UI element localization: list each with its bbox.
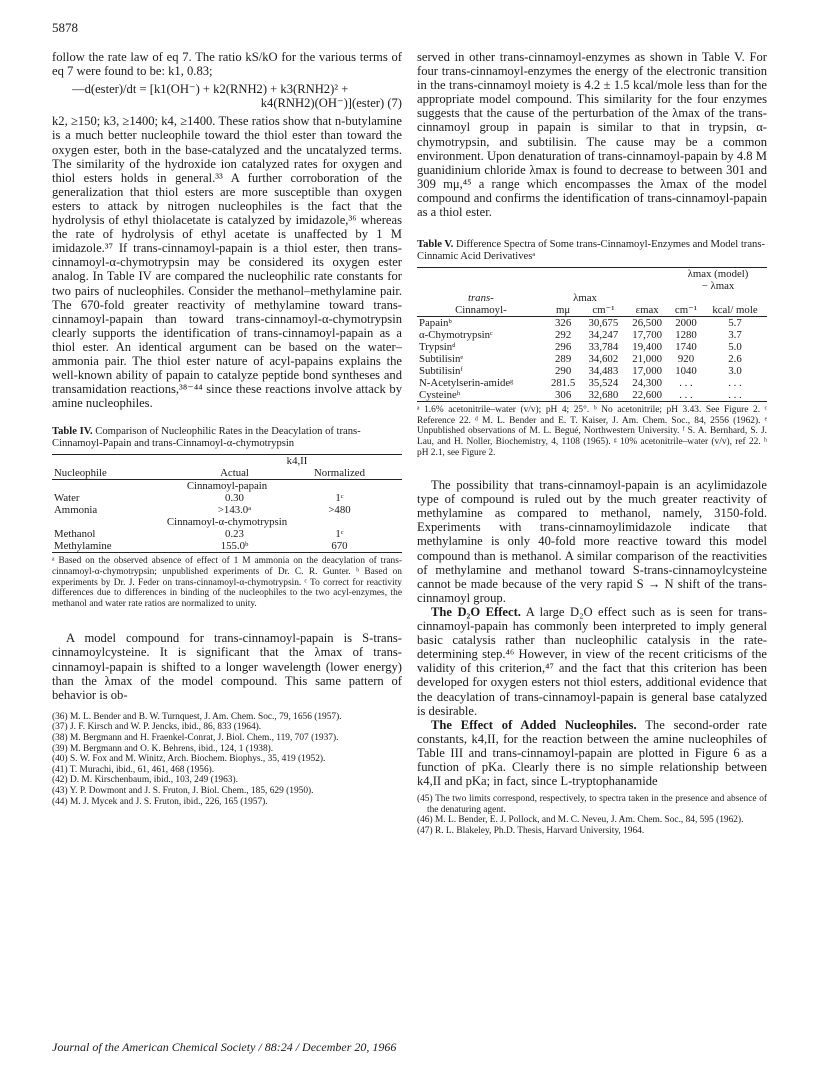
table-row: [52, 528, 402, 540]
reference: (41) T. Murachi, ibid., 61, 461, 468 (1956).: [52, 764, 215, 775]
table-cell: Subtilisinᵉ: [419, 353, 464, 366]
right-column: [417, 50, 767, 837]
table-cell: 3.0: [728, 365, 742, 378]
table-row: [417, 389, 767, 402]
reference: (38) M. Bergmann and H. Fraenkel-Conrat, J. Biol. Chem., 119, 707 (1937).: [52, 732, 339, 743]
reference: (47) R. L. Blakeley, Ph.D. Thesis, Harvard University, 1964.: [417, 825, 645, 836]
table-iv-footnote: ᵃ Based on the observed absence of effect of 1 M ammonia on the deacylation of trans-cinnamoyl-α-chymotrypsin; unpublished experiments of Dr. C. R. Gunter. ᵇ Based on experiments by Dr. J. Feder on trans-cinnamoyl-α-chymotrypsin. ᶜ To correct for reactivity differences due to differences in binding of the nucleophiles to the two acyl-enzymes, the methanol and water rate ratios are normalized to unity.: [52, 556, 402, 609]
table-v-label: Table V.: [417, 239, 454, 251]
reference: (43) Y. P. Dowmont and J. S. Fruton, J. Biol. Chem., 185, 629 (1950).: [52, 785, 314, 796]
reference: (42) D. M. Kirschenbaum, ibid., 103, 249 (1963).: [52, 775, 238, 786]
table-row: [417, 365, 767, 377]
table-cell: 2.6: [728, 353, 742, 366]
table-v-title: Difference Spectra of Some trans-Cinnamoyl-Enzymes and Model trans-Cinnamic Acid Derivativesᵃ: [417, 239, 765, 263]
table-iv-group: Cinnamoyl-α-chymotrypsin: [166, 516, 288, 529]
section-text: The second-order rate constants, k4,II, for the reaction between the amine nucleophiles of Table III and trans-cinnamoyl-papain are plotted in Figure 6 as a function of pKa. Clearly there is no simple relationship between k4,II and pKa; in fact, since L-tryptophanamide: [417, 717, 768, 789]
table-cell: Cysteineʰ: [419, 389, 461, 402]
table-cell: Papainᵇ: [419, 317, 452, 330]
table-iv-group: Cinnamoyl-papain: [186, 480, 268, 493]
table-cell: 24,300: [632, 377, 662, 390]
table-cell: 34,602: [588, 353, 619, 366]
table-iv-span-header: k4,II: [286, 455, 308, 468]
left-column: [52, 50, 402, 807]
table-cell: 155.0ᵇ: [220, 540, 249, 553]
table-cell: 33,784: [588, 341, 619, 354]
table-cell: 34,247: [588, 329, 619, 342]
table-v-caption: [417, 239, 767, 263]
page-number: 5878: [52, 20, 78, 35]
table-cell: 292: [555, 329, 572, 342]
table-row: [52, 492, 402, 504]
section-heading-d2o: The D₂O Effect.: [431, 604, 521, 619]
table-cell: 281.5: [550, 377, 576, 390]
table-cell: Water: [54, 492, 80, 505]
table-cell: 670: [331, 540, 348, 553]
reference: (39) M. Bergmann and O. K. Behrens, ibid., 124, 1 (1938).: [52, 743, 274, 754]
table-cell: 1280: [675, 329, 697, 342]
table-iv-header: Nucleophile: [54, 467, 107, 480]
table-cell: . . .: [679, 377, 693, 390]
table-cell: 1ᶜ: [335, 528, 344, 541]
table-row: [417, 353, 767, 365]
table-cell: 32,680: [588, 389, 619, 402]
table-iv-header: Actual: [220, 467, 249, 480]
reference: (45) The two limits correspond, respectively, to spectra taken in the presence and absence of the denaturing agent.: [417, 794, 767, 815]
table-v-header: εmax: [635, 304, 659, 317]
table-iv-title: Comparison of Nucleophilic Rates in the Deacylation of trans-Cinnamoyl-Papain and trans-Cinnamoyl-α-chymotrypsin: [52, 426, 361, 450]
table-cell: . . .: [728, 389, 742, 402]
table-v-header: λmax: [573, 292, 597, 305]
table-v-header: kcal/ mole: [712, 304, 758, 317]
table-cell: 920: [677, 353, 695, 366]
table-cell: 1ᶜ: [335, 492, 344, 505]
right-paragraph-1: served in other trans-cinnamoyl-enzymes as shown in Table V. For four trans-cinnamoyl-enzymes the energy of the electronic transition in the trans-cinnamoyl moiety is 4.2 ± 1.5 kcal/mole less than for the appropriate model compound. This similarity for the four enzymes suggests that the cause of the perturbation of the λmax of the trans-cinnamoyl group in papain is similar to that in trypsin, α-chymotrypsin, and subtilisin. The cause may be a common environment. Upon denaturation of trans-cinnamoyl-papain by 4.8 M guanidinium chloride λmax is found to decrease to between 301 and 309 mμ,⁴⁵ a range which encompasses the λmax of the model compound and confirms the identification of trans-cinnamoyl-papain as a thiol ester.: [417, 50, 767, 220]
table-cell: >143.0ᵃ: [217, 504, 252, 517]
table-iv: [52, 454, 402, 553]
table-cell: 3.7: [728, 329, 742, 342]
table-v-header: Cinnamoyl-: [455, 304, 507, 317]
table-cell: 21,000: [632, 353, 662, 366]
table-cell: 289: [555, 353, 572, 366]
right-paragraph-2: The possibility that trans-cinnamoyl-papain is an acylimidazole type of compound is ruled out by the much greater reactivity of methylamine as compared to methanol, namely, 3150-fold. Experiments with trans-cinnamoylimidazole indicate that methylamine is only 40-fold more reactive toward this model compound than is methanol. A similar comparison of the reactivities of methylamine and methanol toward S-trans-cinnamoylcysteine cannot be made because of the very rapid S → N shift of the trans-cinnamoyl group.: [417, 478, 767, 605]
table-row: [52, 540, 402, 553]
table-cell: Trypsinᵈ: [419, 341, 456, 354]
reference: (40) S. W. Fox and M. Winitz, Arch. Biochem. Biophys., 35, 419 (1952).: [52, 754, 326, 765]
table-v-header: − λmax: [701, 280, 735, 293]
section-text: A large D₂O effect such as is seen for trans-cinnamoyl-papain has commonly been interpreted to imply general basic catalysis rather than nucleophilic catalysis in the rate-determining step.⁴⁶ However, in view of the recent criticisms of the validity of this criterion,⁴⁷ and the fact that this criterion has been developed for oxygen esters not thiol esters, additional evidence that the deacylation of trans-cinnamoyl-papain is general base catalyzed is desirable.: [417, 604, 767, 718]
table-cell: 17,700: [632, 329, 662, 342]
table-v: [417, 267, 767, 402]
table-v-footnote: ᵃ 1.6% acetonitrile–water (v/v); pH 4; 25°. ᵇ No acetonitrile; pH 3.43. See Figure 2. ᶜ Reference 22. ᵈ M. L. Bender and E. T. Kaiser, J. Am. Chem. Soc., 84, 2556 (1962). ᵉ Unpublished observations of M. L. Begué, Northwestern University. ᶠ S. A. Bernhard, S. J. Lau, and H. Noller, Biochemistry, 4, 1108 (1965). ᵍ 10% acetonitrile–water (v/v), ref 22. ʰ pH 2.1, see Figure 2.: [417, 405, 767, 458]
table-row: [52, 504, 402, 516]
equation-line-2: k4(RNH2)(OH⁻)](ester) (7): [260, 96, 402, 111]
table-cell: 5.7: [728, 317, 742, 330]
equation-7: [52, 82, 402, 110]
table-cell: Methanol: [54, 528, 96, 541]
table-cell: 26,500: [632, 317, 662, 330]
journal-footer: Journal of the American Chemical Society / 88:24 / December 20, 1966: [52, 1040, 397, 1054]
section-heading-nucleophiles: The Effect of Added Nucleophiles.: [431, 717, 637, 732]
table-v-header: λmax (model): [687, 268, 749, 281]
reference: (37) J. F. Kirsch and W. P. Jencks, ibid., 86, 833 (1964).: [52, 722, 262, 733]
table-cell: >480: [328, 504, 351, 517]
table-v-header: cm⁻¹: [592, 304, 615, 317]
table-row: [417, 329, 767, 341]
table-cell: 19,400: [632, 341, 662, 354]
table-cell: N-Acetylserin-amideᵍ: [419, 377, 514, 390]
table-v-header: cm⁻¹: [674, 304, 698, 317]
left-paragraph-3: A model compound for trans-cinnamoyl-papain is S-trans-cinnamoylcysteine. It is significant that the λmax of trans-cinnamoyl-papain is shifted to a longer wavelength (lower energy) than the λmax of the model compound. This same pattern of behavior is ob-: [52, 631, 402, 702]
table-cell: 306: [555, 389, 572, 402]
left-references: [52, 712, 402, 807]
table-cell: 2000: [675, 317, 697, 330]
table-cell: 34,483: [588, 365, 619, 378]
table-cell: 296: [555, 341, 572, 354]
table-cell: 326: [555, 317, 572, 330]
table-cell: 5.0: [728, 341, 742, 354]
table-cell: 35,524: [588, 377, 619, 390]
equation-line-1: —d(ester)/dt = [k1(OH⁻) + k2(RNH2) + k3(RNH2)² +: [72, 82, 349, 97]
table-cell: 0.23: [225, 528, 244, 541]
table-cell: 0.30: [225, 492, 244, 505]
right-paragraph-4: [417, 718, 767, 788]
table-row: [417, 317, 767, 329]
table-iv-caption: [52, 426, 402, 450]
table-iv-header: Normalized: [314, 467, 365, 480]
table-cell: 1740: [675, 341, 697, 354]
table-cell: 17,000: [632, 365, 662, 378]
reference: (36) M. L. Bender and B. W. Turnquest, J. Am. Chem. Soc., 79, 1656 (1957).: [52, 711, 342, 722]
left-paragraph-1: follow the rate law of eq 7. The ratio kS/kO for the various terms of eq 7 were found to be: k1, 0.83;: [52, 50, 402, 79]
right-paragraph-3: [417, 605, 767, 718]
table-cell: 22,600: [632, 389, 662, 402]
table-cell: . . .: [728, 377, 742, 390]
table-cell: 290: [555, 365, 572, 378]
table-v-header: mμ: [556, 304, 571, 317]
reference: (44) M. J. Mycek and J. S. Fruton, ibid., 226, 165 (1957).: [52, 796, 268, 807]
table-row: [417, 341, 767, 353]
table-cell: Methylamine: [54, 540, 112, 553]
table-cell: . . .: [679, 389, 693, 402]
reference: (46) M. L. Bender, E. J. Pollock, and M. C. Neveu, J. Am. Chem. Soc., 84, 595 (1962).: [417, 815, 744, 826]
left-paragraph-2: k2, ≥150; k3, ≥1400; k4, ≥1400. These ratios show that n-butylamine is a much better nucleophile toward the thiol ester than toward the oxygen ester, both in the base-catalyzed and the uncatalyzed terms. The similarity of the hydroxide ion catalyzed rates for oxygen and thiol esters holds in general.³³ A further corroboration of the generalization that thiol esters are more susceptible than oxygen esters to attack by nitrogen nucleophiles is the fact that the hydrolysis of ethyl thiolacetate is catalyzed by imidazole,³⁶ whereas the rate of hydrolysis of ethyl acetate is unaffected by 1 M imidazole.³⁷ If trans-cinnamoyl-papain is a thiol ester, then trans-cinnamoyl-α-chymotrypsin may be considered its oxygen ester analog. In Table IV are compared the nucleophilic rate constants for two pairs of nucleophiles. Consider the methanol–methylamine pair. The 670-fold greater reactivity of methylamine toward trans-cinnamoyl-papain than toward trans-cinnamoyl-α-chymotrypsin clearly supports the identification of trans-cinnamoyl-papain as a thiol ester. An identical argument can be based on the water–ammonia pair. The thiol ester nature of acyl-papains explains the well-known ability of papain to catalyze peptide bond syntheses and transamidation reactions,³⁸⁻⁴⁴ since these reactions involve attack by amine nucleophiles.: [52, 114, 402, 411]
table-cell: 30,675: [588, 317, 619, 330]
table-iv-label: Table IV.: [52, 426, 93, 438]
table-cell: Subtilisinᶠ: [419, 365, 463, 378]
table-cell: Ammonia: [54, 504, 98, 517]
right-references: [417, 794, 767, 836]
table-v-header: trans-: [467, 292, 494, 305]
table-row: [417, 377, 767, 389]
table-cell: α-Chymotrypsinᶜ: [419, 329, 493, 342]
table-cell: 1040: [675, 365, 697, 378]
